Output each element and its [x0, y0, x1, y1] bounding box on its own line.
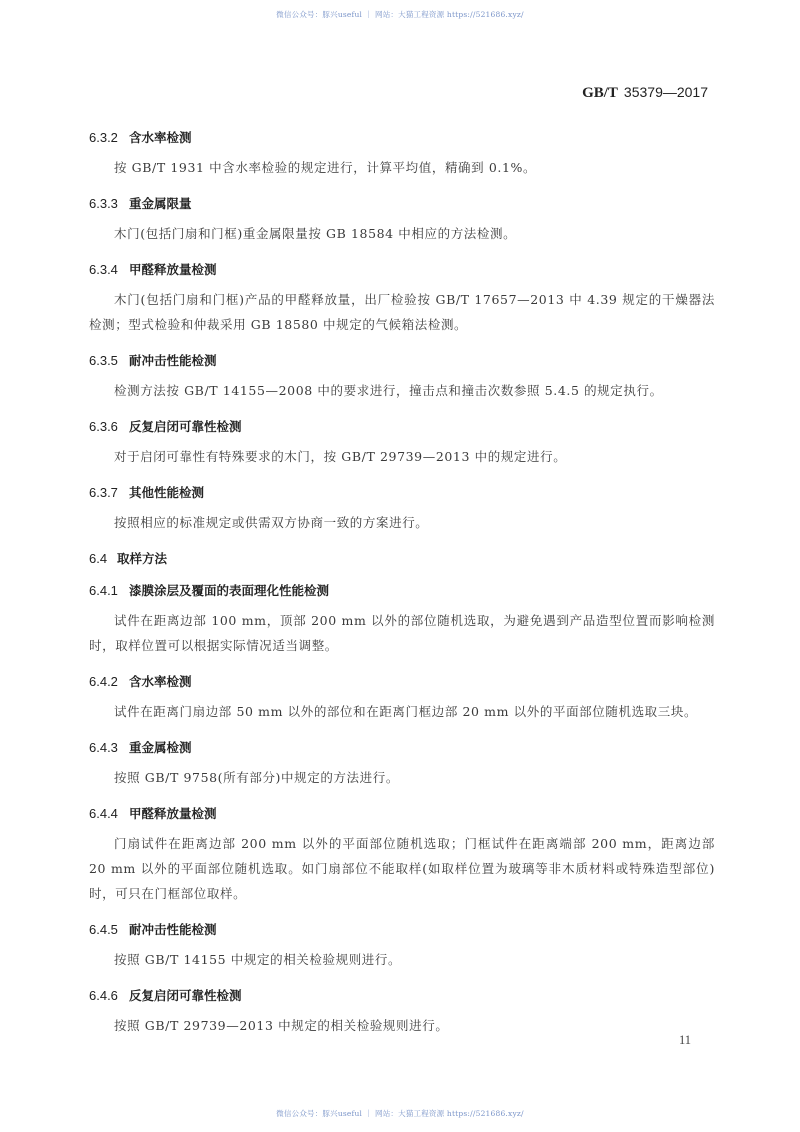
- section-heading: [89, 548, 715, 570]
- section-6-3-4: [89, 259, 715, 337]
- section-number: 6.3.5: [89, 353, 118, 368]
- watermark-bottom: 微信公众号：豚兴useful ｜ 网站：大猫工程资源 https://521686.xyz/: [276, 1109, 524, 1118]
- section-paragraph: 按照 GB/T 9758(所有部分)中规定的方法进行。: [114, 770, 399, 785]
- section-number: 6.3.3: [89, 196, 118, 211]
- standard-number: 35379—2017: [623, 84, 708, 100]
- section-paragraph: 试件在距离门扇边部 50 mm 以外的部位和在距离门框边部 20 mm 以外的平面部位随机选取三块。: [114, 704, 698, 719]
- section-paragraph: 按照相应的标准规定或供需双方协商一致的方案进行。: [114, 515, 429, 530]
- section-title: 耐冲击性能检测: [129, 353, 217, 368]
- section-paragraph: 按照 GB/T 14155 中规定的相关检验规则进行。: [114, 952, 402, 967]
- standard-prefix: GB/T: [582, 85, 618, 101]
- section-paragraph: 试件在距离边部 100 mm，顶部 200 mm 以外的部位随机选取，为避免遇到产品造型位置而影响检测时，取样位置可以根据实际情况适当调整。: [89, 613, 715, 653]
- document-body: [89, 127, 715, 1051]
- section-6-4-1: [89, 580, 715, 658]
- section-6-4-6: [89, 985, 715, 1038]
- section-number: 6.3.2: [89, 130, 118, 145]
- section-number: 6.4.5: [89, 922, 118, 937]
- section-paragraph: 按 GB/T 1931 中含水率检验的规定进行，计算平均值，精确到 0.1%。: [114, 160, 537, 175]
- section-paragraph: 门扇试件在距离边部 200 mm 以外的平面部位随机选取；门框试件在距离端部 200 mm，距离边部 20 mm 以外的平面部位随机选取。如门扇部位不能取样(如取样位置为玻璃等非木质材料或特殊造型部位)时，可只在门框部位取样。: [89, 836, 715, 901]
- section-title: 含水率检测: [129, 674, 192, 689]
- section-paragraph: 木门(包括门扇和门框)产品的甲醛释放量，出厂检验按 GB/T 17657—2013 中 4.39 规定的干燥器法检测；型式检验和仲裁采用 GB 18580 中规定的气候箱法检测。: [89, 292, 715, 332]
- section-6-4-3: [89, 737, 715, 790]
- section-title: 取样方法: [117, 551, 168, 566]
- section-paragraph: 按照 GB/T 29739—2013 中规定的相关检验规则进行。: [114, 1018, 449, 1033]
- section-6-4-5: [89, 919, 715, 972]
- section-title: 重金属检测: [129, 740, 192, 755]
- section-title: 漆膜涂层及覆面的表面理化性能检测: [129, 583, 330, 598]
- section-title: 重金属限量: [129, 196, 192, 211]
- section-title: 甲醛释放量检测: [129, 806, 217, 821]
- page-number: 11: [679, 1033, 692, 1047]
- section-heading: [89, 671, 715, 693]
- section-title: 其他性能检测: [129, 485, 205, 500]
- section-6-4-4: [89, 803, 715, 906]
- section-number: 6.3.6: [89, 419, 118, 434]
- section-heading: [89, 482, 715, 504]
- section-paragraph: 检测方法按 GB/T 14155—2008 中的要求进行，撞击点和撞击次数参照 5.4.5 的规定执行。: [114, 383, 663, 398]
- section-6-3-7: [89, 482, 715, 535]
- section-number: 6.4.2: [89, 674, 118, 689]
- section-title: 反复启闭可靠性检测: [129, 419, 242, 434]
- section-6-3-2: [89, 127, 715, 180]
- section-title: 含水率检测: [129, 130, 192, 145]
- section-6-3-5: [89, 350, 715, 403]
- section-title: 耐冲击性能检测: [129, 922, 217, 937]
- section-paragraph: 木门(包括门扇和门框)重金属限量按 GB 18584 中相应的方法检测。: [114, 226, 517, 241]
- section-heading: [89, 193, 715, 215]
- standard-code: [582, 84, 708, 102]
- section-paragraph: 对于启闭可靠性有特殊要求的木门，按 GB/T 29739—2013 中的规定进行。: [114, 449, 567, 464]
- section-heading: [89, 127, 715, 149]
- section-title: 甲醛释放量检测: [129, 262, 217, 277]
- section-heading: [89, 580, 715, 602]
- section-heading: [89, 737, 715, 759]
- section-heading: [89, 919, 715, 941]
- section-number: 6.4.6: [89, 988, 118, 1003]
- section-heading: [89, 985, 715, 1007]
- section-heading: [89, 350, 715, 372]
- section-heading: [89, 416, 715, 438]
- section-6-4-2: [89, 671, 715, 724]
- section-number: 6.3.4: [89, 262, 118, 277]
- section-6-3-3: [89, 193, 715, 246]
- section-6-4: [89, 548, 715, 570]
- section-heading: [89, 803, 715, 825]
- section-title: 反复启闭可靠性检测: [129, 988, 242, 1003]
- section-number: 6.4: [89, 551, 108, 566]
- section-6-3-6: [89, 416, 715, 469]
- section-number: 6.4.3: [89, 740, 118, 755]
- watermark-top: 微信公众号：豚兴useful ｜ 网站：大猫工程资源 https://521686.xyz/: [276, 10, 524, 19]
- section-number: 6.4.4: [89, 806, 118, 821]
- section-number: 6.4.1: [89, 583, 118, 598]
- section-number: 6.3.7: [89, 485, 118, 500]
- section-heading: [89, 259, 715, 281]
